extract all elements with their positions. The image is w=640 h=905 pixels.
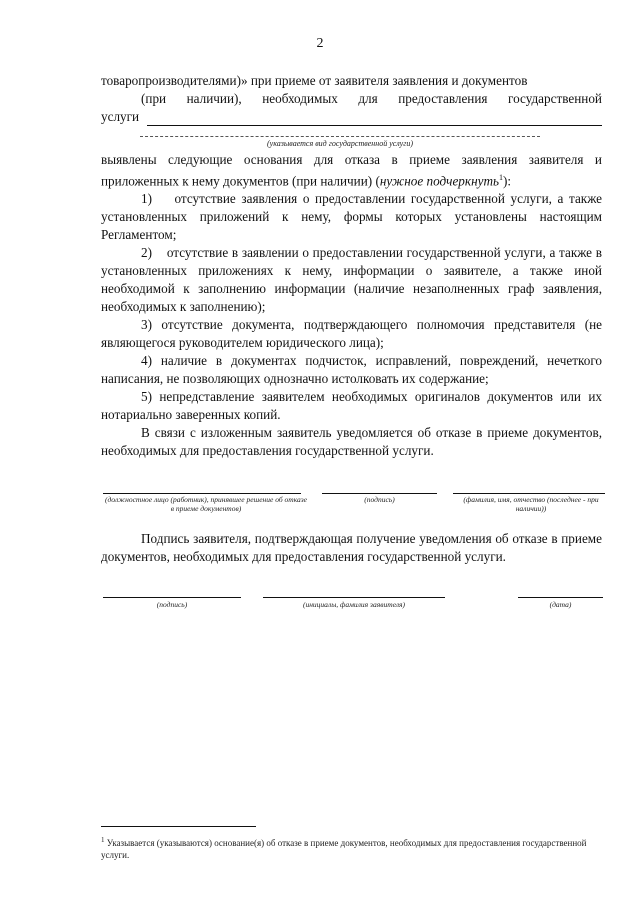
official-name-caption: (фамилия, имя, отчество (последнее - при наличии)) — [463, 495, 599, 513]
date-line — [518, 597, 603, 598]
ground-item-4: 4) наличие в документах подчисток, исправлений, повреждений, нечеткого написания, не позволяющих однозначно истолковать их содержание; — [101, 353, 602, 387]
service-line — [101, 108, 602, 126]
footnote-ref: 1 — [499, 173, 503, 182]
page-number: 2 — [316, 36, 324, 51]
ground-item-3: 3) отсутствие документа, подтверждающего полномочия представителя (не являющегося руководителем юридического лица); — [101, 317, 602, 351]
signature-caption-2: (подпись) — [156, 600, 188, 609]
official-caption: (должностное лицо (работник), принявшее решение об отказе в приеме документов) — [105, 495, 307, 513]
intro-line-2: (при наличии), необходимых для предоставления государственной — [141, 91, 602, 106]
ground-item-2: 2) отсутствие в заявлении о предоставлении государственной услуги, а также в установленных приложениях к нему, информации о заявителе, а также иной необходимой к заполнению информации (наличие незаполненных граф заявления, необходимых к заполнению); — [101, 245, 602, 315]
applicant-block — [101, 530, 602, 566]
ground-item-1: 1) отсутствие заявления о предоставлении государственной услуги, а также установленных приложений к нему, формы которых установлены настоящим Регламентом; — [101, 191, 602, 243]
service-blank — [147, 112, 602, 126]
signature-line-1 — [322, 493, 437, 494]
grounds-paragraph — [101, 151, 602, 190]
intro-line-3: услуги — [101, 109, 140, 124]
service-caption: (указывается вид государственной услуги) — [266, 139, 414, 148]
initials-caption: (инициалы, фамилия заявителя) — [302, 600, 406, 609]
intro-line-1: товаропроизводителями)» при приеме от заявителя заявления и документов — [101, 73, 528, 88]
applicant-paragraph: Подпись заявителя, подтверждающая получение уведомления об отказе в приеме документов, необходимых для предоставления государственной услуги. — [101, 531, 602, 564]
footnote-mark: 1 — [101, 836, 105, 844]
signature-caption-1: (подпись) — [364, 495, 395, 504]
service-dashed-line — [140, 136, 540, 137]
official-name-line — [453, 493, 605, 494]
initials-line — [263, 597, 445, 598]
footnote-separator — [101, 826, 256, 827]
footnote — [101, 834, 606, 861]
body-block — [101, 151, 602, 460]
ground-item-5: 5) непредставление заявителем необходимых оригиналов документов или их нотариально заверенных копий. — [101, 389, 602, 423]
footnote-text: Указывается (указываются) основание(я) об отказе в приеме документов, необходимых для предоставления государственной услуги. — [101, 838, 587, 860]
date-caption: (дата) — [549, 600, 572, 609]
signature-line-2 — [103, 597, 241, 598]
conclusion-paragraph: В связи с изложенным заявитель уведомляется об отказе в приеме документов, необходимых для предоставления государственной услуги. — [101, 425, 602, 459]
official-line — [103, 493, 301, 494]
grounds-emphasis: нужное подчеркнуть — [379, 173, 499, 189]
intro-block — [101, 72, 602, 126]
grounds-text-2: ): — [503, 173, 512, 189]
grounds-text-1: выявлены следующие основания для отказа в приеме заявления заявителя и приложенных к нему документов (при наличии) ( — [101, 152, 602, 189]
